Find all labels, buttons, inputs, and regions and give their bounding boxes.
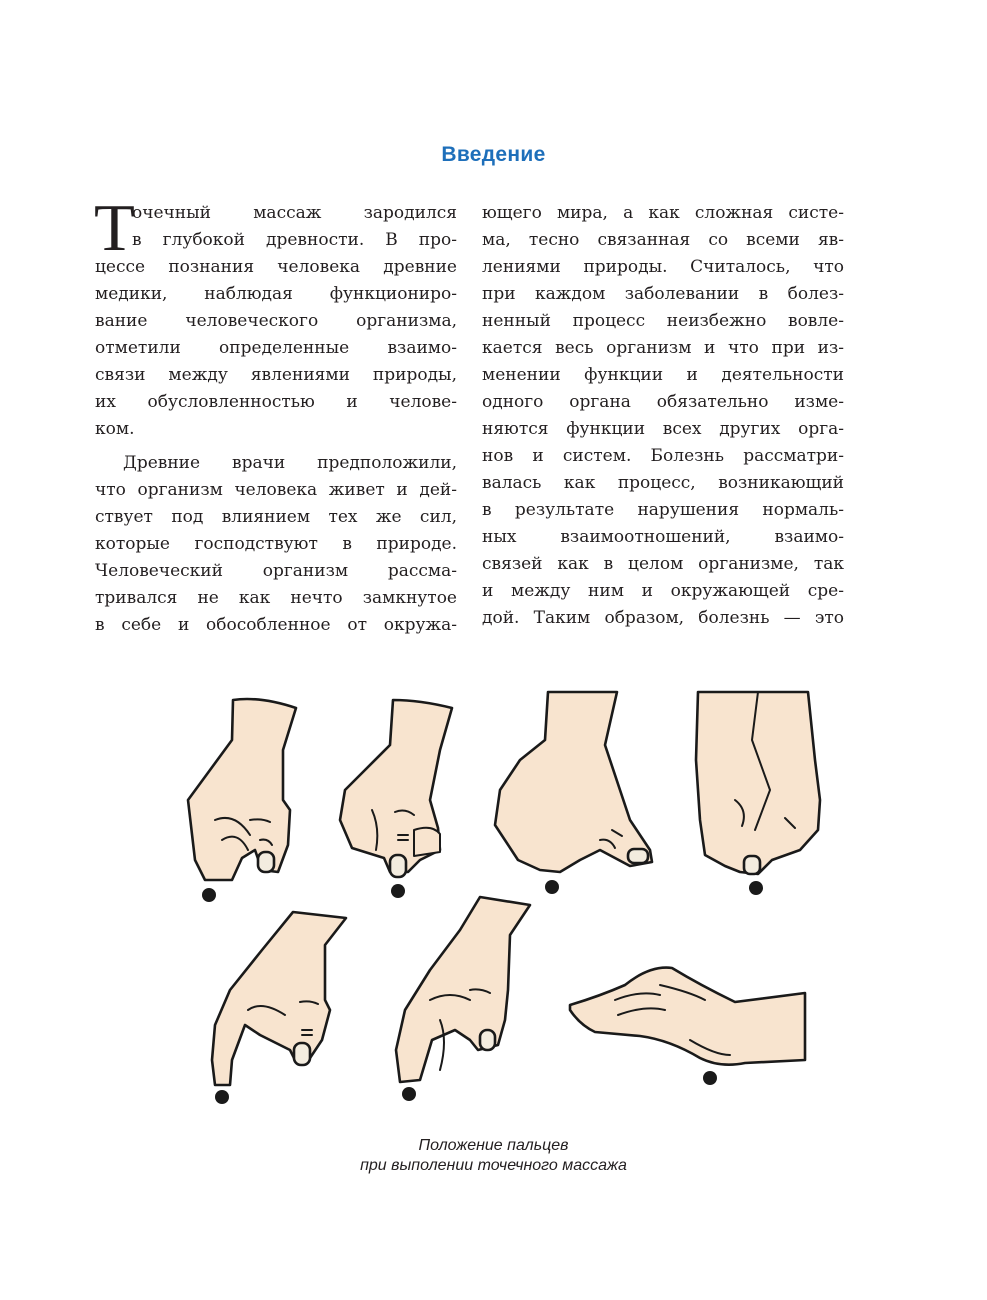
text-line: связи между явлениями природы, (95, 365, 457, 385)
text-line: ствует под влиянием тех же сил, (95, 507, 457, 527)
hand-palm-side-icon (570, 968, 805, 1085)
text-line: при каждом заболевании в болез- (482, 284, 844, 304)
text-line: в себе и обособленное от окружа- (95, 615, 457, 635)
text-line: ком. (95, 419, 135, 439)
text-line: ющего мира, а как сложная систе- (482, 203, 844, 223)
hand-thumb-press-icon (340, 700, 452, 898)
text-line: которые господствуют в природе. (95, 534, 457, 554)
hand-two-finger-press-icon (396, 897, 530, 1101)
text-line: дой. Таким образом, болезнь — это (482, 608, 844, 628)
text-line: вание человеческого организма, (95, 311, 457, 331)
hand-positions-illustration (0, 680, 987, 1120)
text-line: отметили определенные взаимо- (95, 338, 457, 358)
text-line: ных взаимоотношений, взаимо- (482, 527, 844, 547)
text-line: и между ним и окружающей сре- (482, 581, 844, 601)
text-line: нов и систем. Болезнь рассматри- (482, 446, 844, 466)
caption-line: при выполении точечного массажа (360, 1157, 627, 1174)
text-line: менении функции и деятельности (482, 365, 844, 385)
text-line: цессе познания человека древние (95, 257, 457, 277)
figure-caption (0, 1136, 987, 1176)
text-line: Человеческий организм рассма- (95, 561, 457, 581)
text-line: валась как процесс, возникающий (482, 473, 844, 493)
pressure-point-dot (703, 1071, 717, 1085)
pressure-point-dot (215, 1090, 229, 1104)
pressure-point-dot (391, 884, 405, 898)
pressure-point-dot (402, 1087, 416, 1101)
hand-index-press-icon (212, 912, 346, 1104)
hand-knuckle-press-icon (495, 692, 652, 894)
text-line: связей как в целом организме, так (482, 554, 844, 574)
caption-line: Положение пальцев (418, 1137, 569, 1154)
text-line: в глубокой древности. В про- (132, 230, 457, 250)
hand-pinch-icon (188, 699, 296, 902)
text-line: в результате нарушения нормаль- (482, 500, 844, 520)
text-line: очечный массаж зародился (132, 203, 457, 223)
text-line: лениями природы. Считалось, что (482, 257, 844, 277)
text-line: ма, тесно связанная со всеми яв- (482, 230, 844, 250)
text-line: медики, наблюдая функциониро- (95, 284, 457, 304)
text-line: одного органа обязательно изме- (482, 392, 844, 412)
text-line: Древние врачи предположили, (123, 453, 457, 473)
text-line: ненный процесс неизбежно вовле- (482, 311, 844, 331)
text-line: няются функции всех других орга- (482, 419, 844, 439)
text-column-right (482, 200, 844, 632)
text-line: тривался не как нечто замкнутое (95, 588, 457, 608)
hand-fingertips-bunched-icon (696, 692, 820, 895)
text-line: кается весь организм и что при из- (482, 338, 844, 358)
page-title: Введение (441, 143, 546, 166)
pressure-point-dot (749, 881, 763, 895)
pressure-point-dot (202, 888, 216, 902)
text-line: их обусловленностью и челове- (95, 392, 457, 412)
pressure-point-dot (545, 880, 559, 894)
text-column-left (94, 191, 457, 639)
drop-cap: Т (94, 191, 135, 265)
text-line: что организм человека живет и дей- (95, 480, 457, 500)
